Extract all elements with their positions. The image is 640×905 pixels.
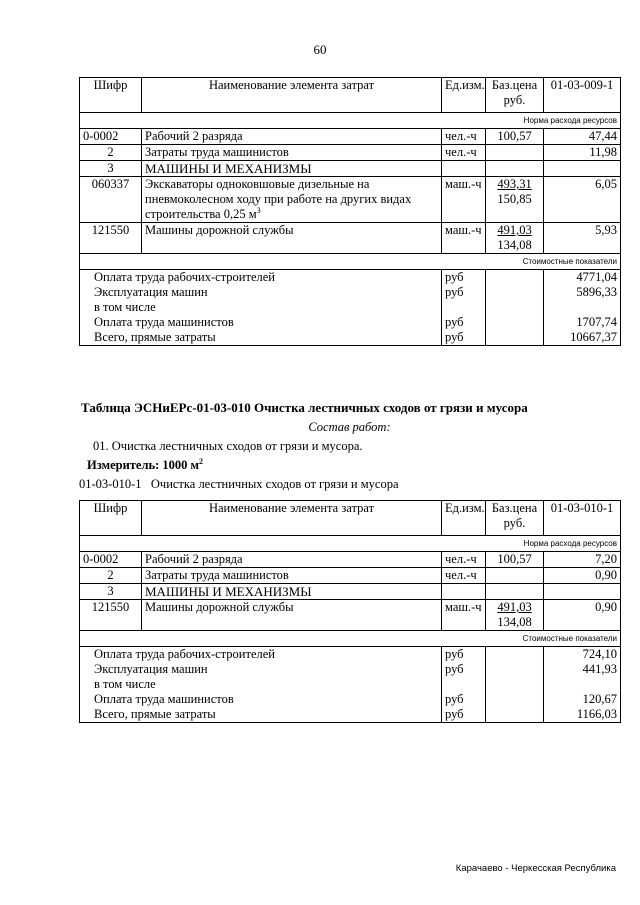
- cost-name: Оплата труда машинистов: [80, 315, 442, 330]
- header-unit: Ед.изм.: [442, 78, 486, 113]
- cost-value: [544, 300, 621, 315]
- row-name: Рабочий 2 разряда: [142, 129, 442, 145]
- row-code: 0-0002: [80, 552, 142, 568]
- row-value: 0,90: [544, 568, 621, 584]
- machine-row: [80, 223, 621, 254]
- header-norm_code: 01-03-009-1: [544, 78, 621, 113]
- cost-unit: руб: [442, 707, 486, 723]
- header-name: Наименование элемента затрат: [142, 501, 442, 536]
- cost-table-2: [79, 500, 621, 723]
- cost-name: в том числе: [80, 300, 442, 315]
- machine-name: Машины дорожной службы: [142, 223, 442, 254]
- cost-row: [80, 677, 621, 692]
- machine-price: 491,03 134,08: [486, 600, 544, 631]
- row-value: 47,44: [544, 129, 621, 145]
- cost-table-1: [79, 77, 621, 346]
- cost-value: 4771,04: [544, 270, 621, 286]
- row-code: 2: [80, 568, 142, 584]
- page-number: 60: [313, 42, 327, 57]
- cost-unit: [442, 677, 486, 692]
- row-unit: чел.-ч: [442, 129, 486, 145]
- machine-unit: маш.-ч: [442, 177, 486, 223]
- row-code: 2: [80, 145, 142, 161]
- machine-value: 5,93: [544, 223, 621, 254]
- machines-header: [80, 584, 621, 600]
- cost-row: [80, 330, 621, 346]
- row-value: 7,20: [544, 552, 621, 568]
- cost-name: Оплата труда рабочих-строителей: [80, 270, 442, 286]
- cost-unit: руб: [442, 330, 486, 346]
- row-price: [486, 145, 544, 161]
- row-unit: чел.-ч: [442, 145, 486, 161]
- cost-row: [80, 692, 621, 707]
- table-row: [80, 129, 621, 145]
- row-price: 100,57: [486, 552, 544, 568]
- cost-name: Эксплуатация машин: [80, 662, 442, 677]
- item-line: [79, 477, 620, 492]
- machines-title: МАШИНЫ И МЕХАНИЗМЫ: [142, 161, 442, 177]
- item-name: Очистка лестничных сходов от грязи и мусора: [150, 477, 399, 491]
- machine-price: 491,03 134,08: [486, 223, 544, 254]
- cost-unit: руб: [442, 662, 486, 677]
- machine-unit: маш.-ч: [442, 223, 486, 254]
- header-code: Шифр: [80, 78, 142, 113]
- composition-label: Состав работ:: [308, 420, 391, 434]
- table-title: Таблица ЭСНиЕРс-01-03-010 Очистка лестничных сходов от грязи и мусора: [81, 400, 528, 415]
- row-price: 100,57: [486, 129, 544, 145]
- cost-row: [80, 315, 621, 330]
- cost-unit: руб: [442, 315, 486, 330]
- cost-unit: [442, 300, 486, 315]
- row-name: Рабочий 2 разряда: [142, 552, 442, 568]
- section-header: [79, 400, 620, 492]
- machine-name: Машины дорожной службы: [142, 600, 442, 631]
- cost-value: 1166,03: [544, 707, 621, 723]
- cost-value: 724,10: [544, 647, 621, 663]
- footer-region: Карачаево - Черкесская Республика: [455, 863, 616, 874]
- cost-name: Оплата труда машинистов: [80, 692, 442, 707]
- header-code: Шифр: [80, 501, 142, 536]
- cost-value: 1707,74: [544, 315, 621, 330]
- meter: Измеритель: 1000 $м^2$: [87, 456, 204, 472]
- row-price: [486, 568, 544, 584]
- header-norm_code: 01-03-010-1: [544, 501, 621, 536]
- item-code: 01-03-010-1: [79, 477, 142, 491]
- cost-label: Стоимостные показатели: [80, 631, 621, 647]
- cost-value: 120,67: [544, 692, 621, 707]
- cost-value: [544, 677, 621, 692]
- machine-code: 121550: [80, 223, 142, 254]
- cost-name: в том числе: [80, 677, 442, 692]
- row-value: 11,98: [544, 145, 621, 161]
- row-unit: чел.-ч: [442, 568, 486, 584]
- machine-value: 0,90: [544, 600, 621, 631]
- machine-code: 060337: [80, 177, 142, 223]
- table-row: [80, 145, 621, 161]
- machines-header: [80, 161, 621, 177]
- cost-unit: руб: [442, 692, 486, 707]
- cost-value: 441,93: [544, 662, 621, 677]
- machine-code: 121550: [80, 600, 142, 631]
- cost-label: Стоимостные показатели: [80, 254, 621, 270]
- cost-name: Всего, прямые затраты: [80, 707, 442, 723]
- machines-code: 3: [80, 584, 142, 600]
- row-name: Затраты труда машинистов: [142, 568, 442, 584]
- cost-name: Всего, прямые затраты: [80, 330, 442, 346]
- cost-row: [80, 270, 621, 286]
- cost-unit: руб: [442, 285, 486, 300]
- machine-name: Экскаваторы одноковшовые дизельные на пневмоколесном ходу при работе на других видах строительства 0,25 $м^3$: [142, 177, 442, 223]
- cost-value: 5896,33: [544, 285, 621, 300]
- header-base_price: Баз.цена руб.: [486, 501, 544, 536]
- header-unit: Ед.изм.: [442, 501, 486, 536]
- cost-unit: руб: [442, 647, 486, 663]
- cost-row: [80, 285, 621, 300]
- header-name: Наименование элемента затрат: [142, 78, 442, 113]
- header-base_price: Баз.цена руб.: [486, 78, 544, 113]
- cost-row: [80, 707, 621, 723]
- machines-title: МАШИНЫ И МЕХАНИЗМЫ: [142, 584, 442, 600]
- cost-row: [80, 662, 621, 677]
- cost-row: [80, 647, 621, 663]
- row-unit: чел.-ч: [442, 552, 486, 568]
- cost-name: Оплата труда рабочих-строителей: [80, 647, 442, 663]
- machines-code: 3: [80, 161, 142, 177]
- table-row: [80, 552, 621, 568]
- row-code: 0-0002: [80, 129, 142, 145]
- machine-value: 6,05: [544, 177, 621, 223]
- cost-row: [80, 300, 621, 315]
- machine-row: [80, 177, 621, 223]
- cost-name: Эксплуатация машин: [80, 285, 442, 300]
- table-row: [80, 568, 621, 584]
- cost-unit: руб: [442, 270, 486, 286]
- cost-value: 10667,37: [544, 330, 621, 346]
- norm-label: Норма расхода ресурсов: [80, 113, 621, 129]
- norm-label: Норма расхода ресурсов: [80, 536, 621, 552]
- machine-unit: маш.-ч: [442, 600, 486, 631]
- row-name: Затраты труда машинистов: [142, 145, 442, 161]
- composition-item: 01. Очистка лестничных сходов от грязи и мусора.: [93, 439, 363, 453]
- machine-price: 493,31 150,85: [486, 177, 544, 223]
- machine-row: [80, 600, 621, 631]
